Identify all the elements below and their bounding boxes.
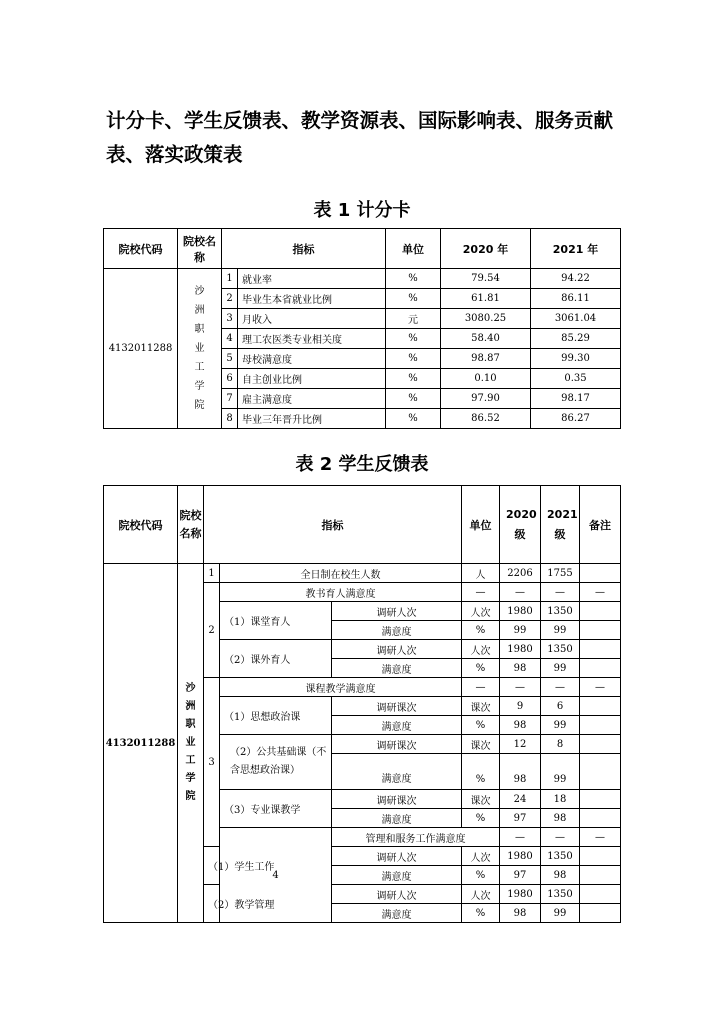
indicator-name: 理工农医类专业相关度 [238,329,386,349]
remark-cell [580,716,621,735]
metric-name: 满意度 [332,716,462,735]
sub-indicator-label: （1）课堂育人 [220,602,332,640]
dash-cell: — [462,583,500,602]
remark-cell [580,885,621,904]
unit-cell: % [386,289,441,309]
row-number: 1 [222,269,238,289]
table-row [104,564,621,583]
indicator-group-title: 课程教学满意度 [220,678,462,697]
metric-name: 调研课次 [332,697,462,716]
value-2021: 3061.04 [531,309,621,329]
row-number: 6 [222,369,238,389]
value-2021: 98 [541,809,580,828]
value-2021: 98 [541,866,580,885]
header-school-name: 院校名称 [178,229,222,269]
indicator-name: 毕业三年晋升比例 [238,409,386,429]
value-2020: 24 [500,790,541,809]
dash-cell: — [500,678,541,697]
row-number: 3 [222,309,238,329]
row-number: 1 [204,564,220,583]
value-2020: 1980 [500,640,541,659]
metric-name: 满意度 [332,866,462,885]
header-unit: 单位 [462,486,500,564]
row-number: 2 [222,289,238,309]
dash-cell: — [462,678,500,697]
value-2020: 9 [500,697,541,716]
metric-name: 满意度 [332,621,462,640]
unit-cell: % [386,369,441,389]
value-2020: 97 [500,866,541,885]
unit-cell: 人次 [462,847,500,866]
value-2020: 58.40 [441,329,531,349]
unit-cell: % [462,716,500,735]
table-row [104,269,621,289]
unit-cell: % [386,389,441,409]
value-2020: 98 [500,716,541,735]
unit-cell: 人次 [462,602,500,621]
value-2021: 86.27 [531,409,621,429]
dash-cell: — [500,828,541,847]
value-2021: 1350 [541,602,580,621]
value-2021: 85.29 [531,329,621,349]
header-2021: 2021 年 [531,229,621,269]
header-unit: 单位 [386,229,441,269]
unit-cell: % [386,269,441,289]
value-2020: 2206 [500,564,541,583]
unit-cell: % [462,754,500,790]
value-2020: 12 [500,735,541,754]
dash-cell: — [541,678,580,697]
indicator-name: 雇主满意度 [238,389,386,409]
indicator-name: 自主创业比例 [238,369,386,389]
unit-cell: % [386,329,441,349]
value-2020: 98 [500,754,541,790]
remark-cell [580,659,621,678]
value-2020: 0.10 [441,369,531,389]
header-2020: 2020级 [500,486,541,564]
header-2021: 2021级 [541,486,580,564]
document-title-line1: 计分卡、学生反馈表、教学资源表、国际影响表、服务贡献 [106,109,614,132]
sub-indicator-label: （2）课外育人 [220,640,332,678]
value-2021: 86.11 [531,289,621,309]
row-number: 5 [222,349,238,369]
unit-cell: 元 [386,309,441,329]
unit-cell: % [462,904,500,923]
scorecard-table [103,228,621,429]
document-title [106,104,626,172]
value-2021: 18 [541,790,580,809]
metric-name: 调研课次 [332,790,462,809]
row-number: 4 [222,329,238,349]
school-code: 4132011288 [104,269,178,429]
unit-cell: % [462,809,500,828]
row-number: 3 [204,678,220,847]
value-2021: 98.17 [531,389,621,409]
row-number: 7 [222,389,238,409]
value-2020: 98.87 [441,349,531,369]
value-2021: 99.30 [531,349,621,369]
unit-cell: % [386,409,441,429]
value-2021: 8 [541,735,580,754]
value-2020: 97 [500,809,541,828]
value-2020: 3080.25 [441,309,531,329]
school-name: 沙洲职业工学院 [178,564,204,923]
remark-cell [580,847,621,866]
value-2020: 1980 [500,885,541,904]
dash-cell: — [580,583,621,602]
metric-name: 满意度 [332,904,462,923]
header-school-name: 院校名称 [178,486,204,564]
unit-cell: % [462,866,500,885]
metric-name: 满意度 [332,754,462,790]
remark-cell [580,621,621,640]
value-2021: 1350 [541,640,580,659]
table1-title: 表 1 计分卡 [313,200,411,221]
metric-name: 满意度 [332,809,462,828]
remark-cell [580,640,621,659]
dash-cell: — [580,828,621,847]
value-2020: 61.81 [441,289,531,309]
student-feedback-table [103,485,621,923]
row-number: 2 [204,583,220,678]
metric-name: 调研人次 [332,602,462,621]
remark-cell [580,735,621,754]
table2-title: 表 2 学生反馈表 [295,454,429,475]
value-2020: 99 [500,621,541,640]
school-code: 4132011288 [104,564,178,923]
metric-name: 调研人次 [332,847,462,866]
remark-cell [580,564,621,583]
sub-indicator-label: （2）教学管理 [204,885,220,923]
value-2021: 99 [541,716,580,735]
metric-name: 调研课次 [332,735,462,754]
remark-cell [580,866,621,885]
remark-cell [580,754,621,790]
row-number: 4 [220,828,332,923]
indicator-name: 母校满意度 [238,349,386,369]
unit-cell: % [462,621,500,640]
value-2020: 1980 [500,847,541,866]
dash-cell: — [541,583,580,602]
value-2021: 6 [541,697,580,716]
indicator-name: 全日制在校生人数 [220,564,462,583]
header-school-code: 院校代码 [104,486,178,564]
sub-indicator-label: （2）公共基础课（不含思想政治课） [220,735,332,790]
metric-name: 调研人次 [332,885,462,904]
remark-cell [580,697,621,716]
value-2021: 99 [541,659,580,678]
unit-cell: 课次 [462,790,500,809]
unit-cell: 人 [462,564,500,583]
value-2021: 99 [541,754,580,790]
sub-indicator-label: （1）学生工作 [204,847,220,885]
unit-cell: 课次 [462,697,500,716]
sub-indicator-label: （3）专业课教学 [220,790,332,828]
value-2021: 1755 [541,564,580,583]
remark-cell [580,904,621,923]
value-2021: 94.22 [531,269,621,289]
value-2020: 79.54 [441,269,531,289]
value-2020: 98 [500,659,541,678]
indicator-name: 月收入 [238,309,386,329]
dash-cell: — [500,583,541,602]
remark-cell [580,809,621,828]
unit-cell: 课次 [462,735,500,754]
header-school-code: 院校代码 [104,229,178,269]
unit-cell: % [462,659,500,678]
row-number: 8 [222,409,238,429]
unit-cell: 人次 [462,885,500,904]
value-2021: 0.35 [531,369,621,389]
remark-cell [580,602,621,621]
value-2021: 1350 [541,885,580,904]
indicator-name: 就业率 [238,269,386,289]
metric-name: 调研人次 [332,640,462,659]
value-2021: 99 [541,621,580,640]
dash-cell: — [580,678,621,697]
unit-cell: 人次 [462,640,500,659]
indicator-group-title: 管理和服务工作满意度 [332,828,500,847]
header-remark: 备注 [580,486,621,564]
dash-cell: — [541,828,580,847]
indicator-group-title: 教书育人满意度 [220,583,462,602]
school-name: 沙洲职业工学院 [178,269,222,429]
header-indicator: 指标 [222,229,386,269]
indicator-name: 毕业生本省就业比例 [238,289,386,309]
sub-indicator-label: （1）思想政治课 [220,697,332,735]
metric-name: 满意度 [332,659,462,678]
header-indicator: 指标 [204,486,462,564]
value-2021: 99 [541,904,580,923]
remark-cell [580,790,621,809]
unit-cell: % [386,349,441,369]
value-2020: 1980 [500,602,541,621]
value-2020: 98 [500,904,541,923]
header-2020: 2020 年 [441,229,531,269]
value-2020: 97.90 [441,389,531,409]
value-2021: 1350 [541,847,580,866]
document-title-line2: 表、落实政策表 [106,143,243,166]
value-2020: 86.52 [441,409,531,429]
